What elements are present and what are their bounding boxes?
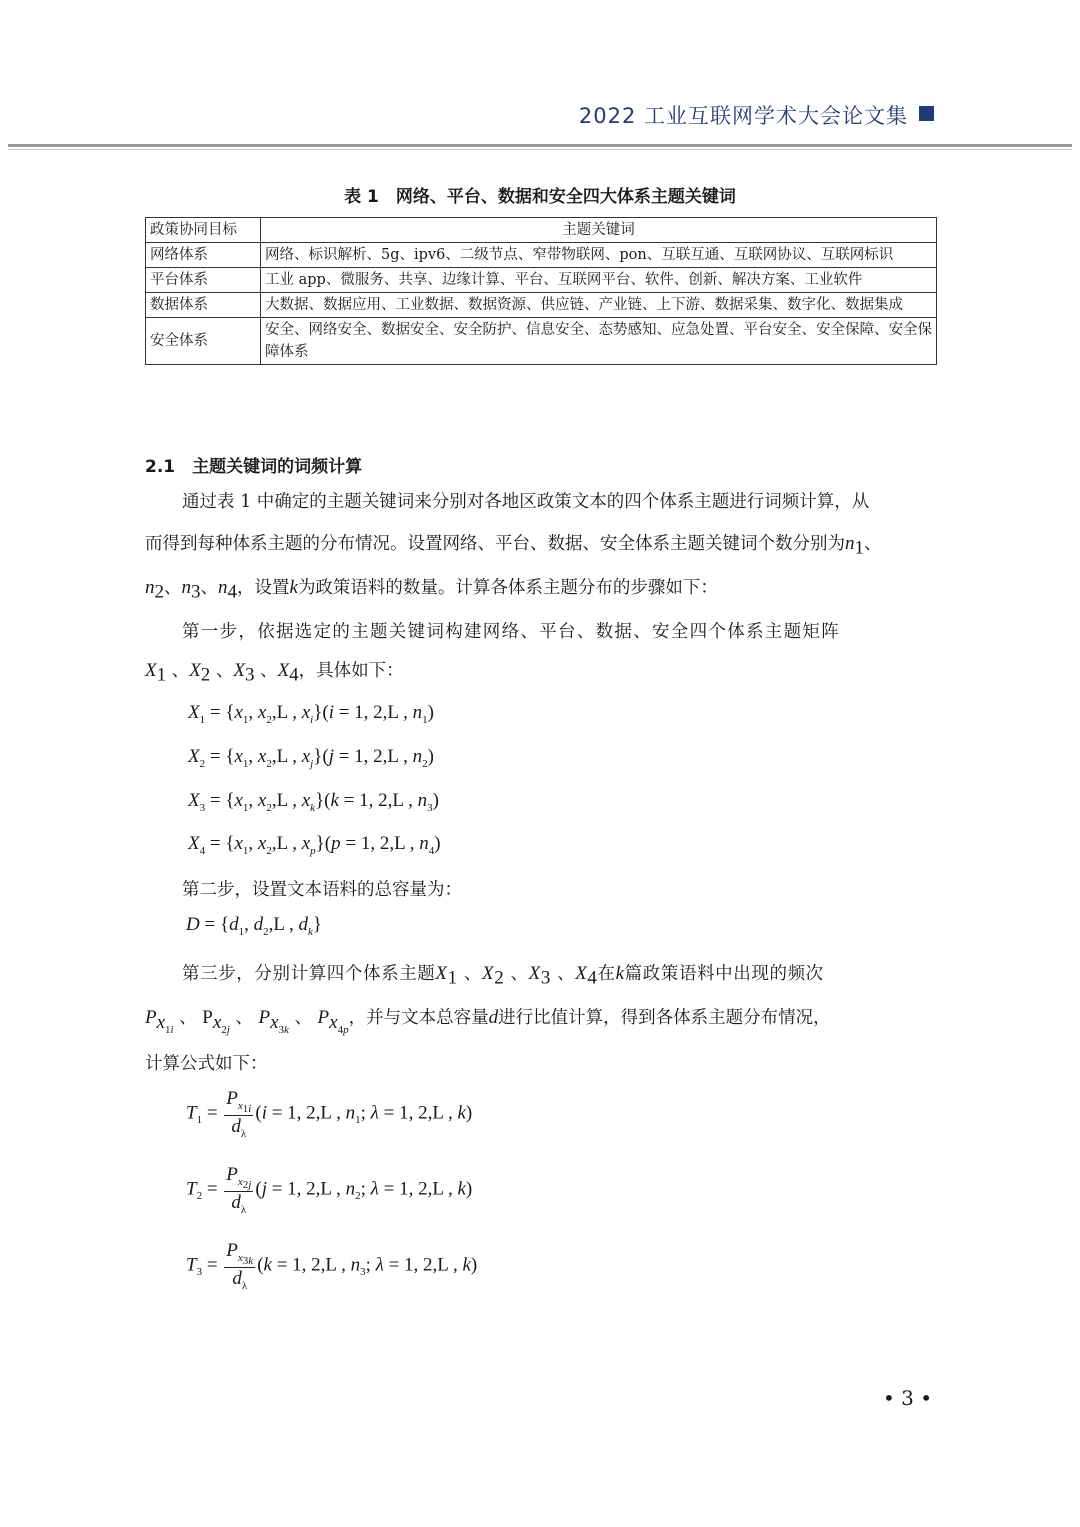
equation-t3: $T_3$ = $\frac{P_{x_{3k}}}{d_\lambda}$ (k = 1, 2,L , $n_3$; λ = 1, 2,L , k) [186,1240,478,1292]
table-row [146,293,937,318]
equation-x4: $X_4 = \{x_1$, $x_2,L$ , $x_p\}(p = 1$, 2,L , $n_4$) [188,833,441,857]
header-rule-thin [8,149,1072,150]
table-row [146,318,937,365]
table-cell: 数据体系 [146,293,261,318]
body-text: $P_{x_{1i}}$ 、 $P_{x_{2j}}$ 、 $P_{x_{3k}}$ 、 $P_{x_{4p}}$，并与文本总容量d进行比值计算，得到各体系主题分布情况， [145,1007,831,1036]
table-header-cell: 主题关键词 [261,218,937,243]
table-caption: 表 1 网络、平台、数据和安全四大体系主题关键词 [344,187,736,207]
body-text: 计算公式如下： [145,1054,268,1074]
table-cell: 安全体系 [146,318,261,365]
keyword-table [145,217,937,365]
header-rule [8,144,1072,147]
table-cell: 平台体系 [146,268,261,293]
equation-d: $D = \{d_1$, $d_2,L$ , $d_k$} [186,914,322,938]
table-row [146,268,937,293]
table-cell: 大数据、数据应用、工业数据、数据资源、供应链、产业链、上下游、数据采集、数字化、数据集成 [261,293,937,318]
section-heading: 2.1 主题关键词的词频计算 [145,457,363,477]
body-text: 第二步，设置文本语料的总容量为： [182,880,462,900]
running-header [0,96,1080,136]
equation-t1: $T_1$ = $\frac{P_{x_{1i}}}{d_\lambda}$ (i = 1, 2,L , $n_1$; λ = 1, 2,L , k) [186,1088,473,1140]
table-cell: 安全、网络安全、数据安全、安全防护、信息安全、态势感知、应急处置、平台安全、安全保障、安全保障体系 [261,318,937,365]
body-text: 第一步，依据选定的主题关键词构建网络、平台、数据、安全四个体系主题矩阵 [182,622,840,642]
equation-x1: $X_1 = \{x_1$, $x_2,L$ , $x_i\}(i = 1$, 2,L , $n_1$) [188,702,434,726]
table-cell: 网络、标识解析、5g、ipv6、二级节点、窄带物联网、pon、互联互通、互联网协议、互联网标识 [261,243,937,268]
page-number: • 3 • [882,1386,932,1410]
body-text: $X_1$ 、$X_2$ 、$X_3$ 、$X_4$，具体如下： [145,660,404,686]
equation-x2: $X_2 = \{x_1$, $x_2,L$ , $x_j\}(j = 1$, 2,L , $n_2$) [188,746,434,770]
equation-t2: $T_2$ = $\frac{P_{x_{2j}}}{d_\lambda}$ (j = 1, 2,L , $n_2$; λ = 1, 2,L , k) [186,1164,473,1216]
table-cell: 工业 app、微服务、共享、边缘计算、平台、互联网平台、软件、创新、解决方案、工业软件 [261,268,937,293]
table-header-row [146,218,937,243]
body-text: $n_2$、$n_3$、$n_4$，设置k为政策语料的数量。计算各体系主题分布的步骤如下： [145,577,718,603]
body-text: 通过表 1 中确定的主题关键词来分别对各地区政策文本的四个体系主题进行词频计算，从 [182,492,870,512]
table-header-cell: 政策协同目标 [146,218,261,243]
table-cell: 网络体系 [146,243,261,268]
header-square-icon [919,106,934,121]
body-text: 第三步，分别计算四个体系主题$X_1$ 、$X_2$ 、$X_3$ 、$X_4$在k篇政策语料中出现的频次 [182,963,824,989]
body-text: 而得到每种体系主题的分布情况。设置网络、平台、数据、安全体系主题关键词个数分别为$n_1$、 [145,533,882,559]
equation-x3: $X_3 = \{x_1$, $x_2,L$ , $x_k\}(k = 1$, 2,L , $n_3$) [188,790,439,814]
table-row [146,243,937,268]
header-title: 2022 工业互联网学术大会论文集 [578,104,908,128]
